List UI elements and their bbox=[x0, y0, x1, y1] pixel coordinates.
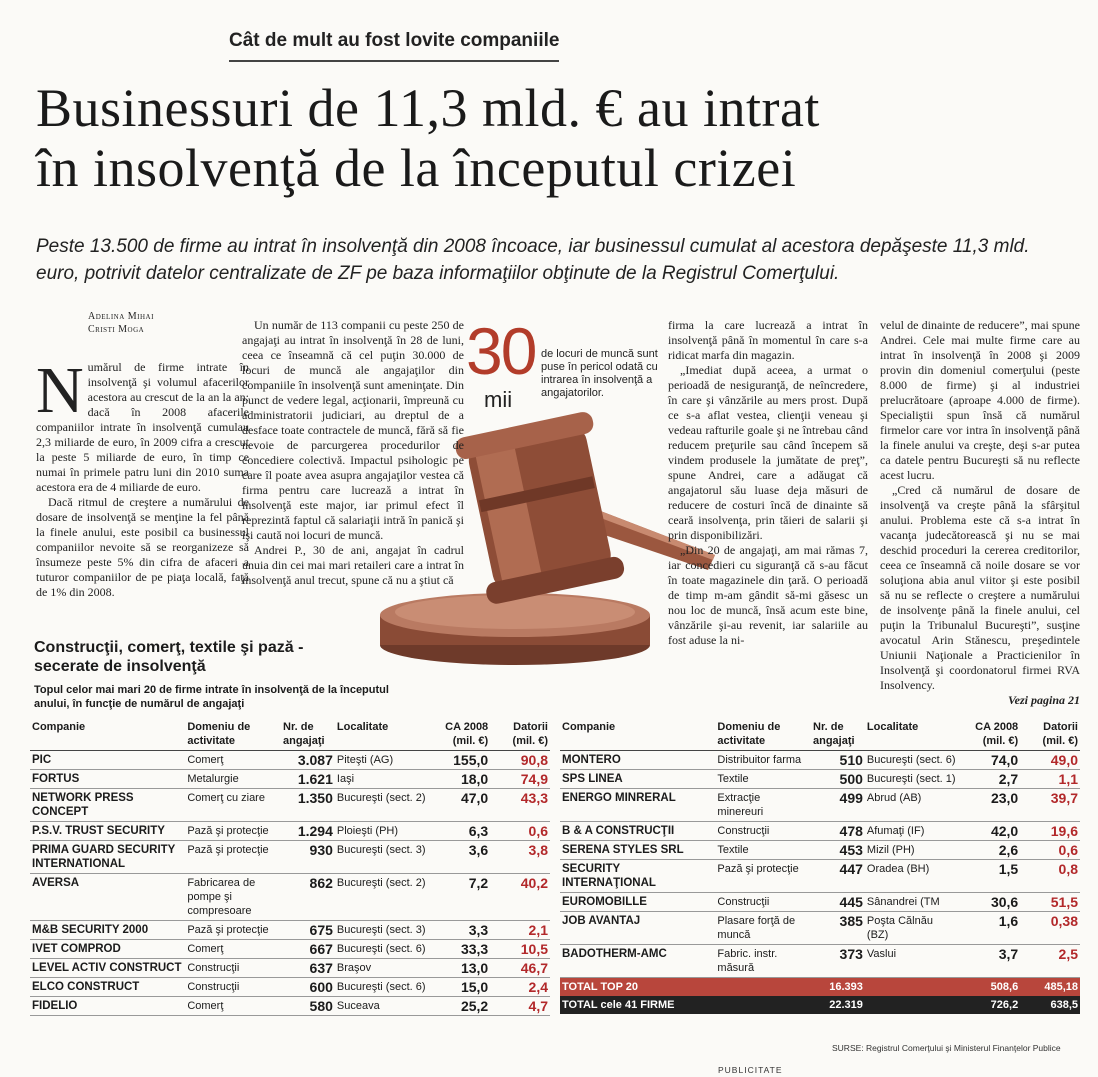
cell-domain: Pază şi protecţie bbox=[185, 921, 281, 940]
cell-locality: Poşta Călnău (BZ) bbox=[865, 912, 959, 945]
cell-company: M&B SECURITY 2000 bbox=[30, 921, 185, 940]
col2-paragraph-2: Andrei P., 30 de ani, angajat în cadrul unuia din cei mai mari retaileri care a intrat în insolvenţă anul trecut, spune că nu a ştiut că bbox=[242, 543, 464, 587]
cell-domain: Construcţii bbox=[715, 822, 811, 841]
cell-debts: 3,8 bbox=[490, 841, 550, 874]
total-all-turnover: 726,2 bbox=[959, 996, 1021, 1014]
cell-debts: 0,8 bbox=[1020, 860, 1080, 893]
col5-paragraph-1: velul de dinainte de reducere”, mai spune Andrei. Cele mai multe firme care au intrat în insolvenţă în 2008 şi 2009 provin din domeniul comerţului (peste 8.000 de firme) şi al industriei prelucrătoare (aproape 4.000 de firme). Specialiştii spun însă că numărul firmelor care vor intra în insolvenţă până la finele anului va creşte, deşi s-ar putea ca datele pentru Bucureşti să nu reflecte acest lucru. bbox=[880, 318, 1080, 482]
article-column-1 bbox=[36, 354, 249, 600]
cell-locality: Abrud (AB) bbox=[865, 789, 959, 822]
total-top20-row bbox=[560, 978, 1080, 997]
cell-employees: 862 bbox=[281, 874, 335, 921]
cell-company: JOB AVANTAJ bbox=[560, 912, 715, 945]
cell-company: AVERSA bbox=[30, 874, 185, 921]
header-domain: Domeniu de activitate bbox=[715, 718, 811, 751]
table-row bbox=[30, 874, 550, 921]
cell-turnover: 1,6 bbox=[959, 912, 1021, 945]
total-all-debts: 638,5 bbox=[1020, 996, 1080, 1014]
cell-locality: Vaslui bbox=[865, 945, 959, 978]
cell-domain: Extracţie minereuri bbox=[715, 789, 811, 822]
cell-debts: 10,5 bbox=[490, 940, 550, 959]
cell-turnover: 33,3 bbox=[428, 940, 490, 959]
callout-caption: de locuri de muncă sunt puse în pericol odată cu intrarea în insolvenţă a angajatorilor. bbox=[541, 348, 658, 399]
article-column-4 bbox=[880, 318, 1080, 708]
cell-debts: 39,7 bbox=[1020, 789, 1080, 822]
cell-debts: 74,9 bbox=[490, 770, 550, 789]
cell-employees: 499 bbox=[811, 789, 865, 822]
cell-turnover: 3,6 bbox=[428, 841, 490, 874]
cell-employees: 445 bbox=[811, 893, 865, 912]
cell-turnover: 47,0 bbox=[428, 789, 490, 822]
cell-locality: Ploieşti (PH) bbox=[335, 822, 429, 841]
header-employees: Nr. de angajaţi bbox=[281, 718, 335, 751]
cell-domain: Comerţ bbox=[185, 997, 281, 1016]
cell-locality: Sânandrei (TM bbox=[865, 893, 959, 912]
cell-locality: Suceava bbox=[335, 997, 429, 1016]
cell-locality: Piteşti (AG) bbox=[335, 751, 429, 770]
col5-paragraph-2: „Cred că numărul de dosare de insolvenţă va creşte până la sfârşitul anului. Problema este că s-a intrat în vacanţa judecătorească şi nu se mai deschid proceduri la cererea creditorilor, ceea ce înseamnă că noile dosare se vor soluţiona abia anul viitor şi este posibil să nu se reflecte o creştere a numărului de insolvenţe până la finele anului, cel puţin la Tribunalul Bucureşti”, susţine avocatul Arin Stănescu, preşedintele Uniunii Naţionale a Practicienilor în Insolvenţă şi coordonatorul firmei RVA Insolvency. bbox=[880, 483, 1080, 692]
headline-line-1: Businessuri de 11,3 mld. € au intrat bbox=[36, 78, 820, 138]
cell-turnover: 30,6 bbox=[959, 893, 1021, 912]
cell-domain: Distribuitor farma bbox=[715, 751, 811, 770]
header-locality: Localitate bbox=[335, 718, 429, 751]
cell-locality: Afumaţi (IF) bbox=[865, 822, 959, 841]
cell-turnover: 155,0 bbox=[428, 751, 490, 770]
cell-employees: 1.621 bbox=[281, 770, 335, 789]
cell-turnover: 13,0 bbox=[428, 959, 490, 978]
table-row bbox=[560, 770, 1080, 789]
cell-company: MONTERO bbox=[560, 751, 715, 770]
cell-employees: 580 bbox=[281, 997, 335, 1016]
col1-paragraph-1: umărul de firme intrate în insolvenţă şi volumul afacerilor acestora au crescut de la an la an: dacă în 2008 afacerile companiilor intrate în insolvenţă cumulau 2,3 miliarde de euro, în 2009 cifra a crescut la peste 5 miliarde de euro, în timp ce numai în primele patru luni din 2010 suma acestora era de 4 miliarde de euro. bbox=[36, 360, 249, 494]
cell-locality: Bucureşti (sect. 3) bbox=[335, 841, 429, 874]
col2-paragraph-1: Un număr de 113 companii cu peste 250 de angajaţi au intrat în insolvenţă în 28 de luni, ceea ce înseamnă că cel puţin 30.000 de locuri de muncă ale angajaţilor din companiile în insolvenţă sunt ameninţate. Din punct de vedere legal, acţionarii, împreună cu administratorii judiciari, au dreptul de a desface toate contractele de muncă, fără să fie nevoie de parcurgerea procedurilor de concediere colectivă. Impactul psihologic pe care îl poate avea asupra angajaţilor vestea că firma pentru care lucrează a intrat în insolvenţă este major, iar primul efect îl reprezintă faptul că salariaţii intră în panică şi îşi caută noi locuri de muncă. bbox=[242, 318, 464, 542]
cell-turnover: 3,7 bbox=[959, 945, 1021, 978]
cell-company: NETWORK PRESS CONCEPT bbox=[30, 789, 185, 822]
total-all-row bbox=[560, 996, 1080, 1014]
table-left bbox=[30, 718, 550, 1016]
table-row bbox=[560, 893, 1080, 912]
cell-turnover: 2,6 bbox=[959, 841, 1021, 860]
cell-locality: Bucureşti (sect. 1) bbox=[865, 770, 959, 789]
cell-domain: Construcţii bbox=[715, 893, 811, 912]
cell-turnover: 42,0 bbox=[959, 822, 1021, 841]
total-top20-debts: 485,18 bbox=[1020, 978, 1080, 997]
cell-employees: 500 bbox=[811, 770, 865, 789]
cell-company: PRIMA GUARD SECURITY INTERNATIONAL bbox=[30, 841, 185, 874]
cell-debts: 2,4 bbox=[490, 978, 550, 997]
cell-company: BADOTHERM-AMC bbox=[560, 945, 715, 978]
col4-paragraph-2: „Imediat după aceea, a urmat o perioadă de nesiguranţă, de neîncredere, în care şi vânzările au mers prost. După ce s-a aflat vestea, clienţii veneau şi vedeau rafturile goale şi ne întrebau când reducem preţurile sau când începem să vindem produsele la jumătate de preţ”, spune Andrei, care a adăugat că angajatorul său luase deja măsuri de reducere de costuri încă de dinainte să ceară insolvenţa, prin tăieri de salarii şi prin disponibilizări. bbox=[668, 363, 868, 542]
total-top20-turnover: 508,6 bbox=[959, 978, 1021, 997]
header-turnover: CA 2008 (mil. €) bbox=[959, 718, 1021, 751]
byline bbox=[88, 310, 154, 336]
table-header-row bbox=[560, 718, 1080, 751]
cell-turnover: 15,0 bbox=[428, 978, 490, 997]
cell-locality: Iaşi bbox=[335, 770, 429, 789]
col4-paragraph-3: „Din 20 de angajaţi, am mai rămas 7, iar concedieri cu siguranţă că s-au făcut în toate magazinele din ţară. O perioadă de timp m-am gândit să-mi găsesc un nou loc de muncă, însă acum este bine, vânzările şi-au revenit, iar salariile au fost aduse la ni- bbox=[668, 543, 868, 647]
table-row bbox=[560, 912, 1080, 945]
table-row bbox=[30, 959, 550, 978]
kicker-underline bbox=[229, 60, 559, 62]
table-subtitle: Topul celor mai mari 20 de firme intrate în insolvenţă de la începutul anului, în funcţie de numărul de angajaţi bbox=[34, 684, 389, 710]
cell-debts: 19,6 bbox=[1020, 822, 1080, 841]
cell-employees: 447 bbox=[811, 860, 865, 893]
cell-debts: 0,6 bbox=[490, 822, 550, 841]
cell-debts: 51,5 bbox=[1020, 893, 1080, 912]
table-row bbox=[30, 822, 550, 841]
cell-employees: 1.350 bbox=[281, 789, 335, 822]
headline-line-2: în insolvenţă de la începutul crizei bbox=[36, 138, 797, 198]
header-turnover: CA 2008 (mil. €) bbox=[428, 718, 490, 751]
table-row bbox=[30, 751, 550, 770]
cell-locality: Bucureşti (sect. 2) bbox=[335, 874, 429, 921]
table-row bbox=[30, 940, 550, 959]
cell-locality: Bucureşti (sect. 6) bbox=[335, 978, 429, 997]
cell-debts: 2,5 bbox=[1020, 945, 1080, 978]
table-row bbox=[560, 822, 1080, 841]
header-domain: Domeniu de activitate bbox=[185, 718, 281, 751]
cell-debts: 46,7 bbox=[490, 959, 550, 978]
cell-domain: Textile bbox=[715, 770, 811, 789]
callout-number: 30 bbox=[466, 314, 536, 388]
header-company: Companie bbox=[560, 718, 715, 751]
cell-employees: 3.087 bbox=[281, 751, 335, 770]
continued-link[interactable]: Vezi pagina 21 bbox=[1007, 693, 1080, 707]
cell-employees: 453 bbox=[811, 841, 865, 860]
header-debts: Datorii (mil. €) bbox=[1020, 718, 1080, 751]
cell-employees: 385 bbox=[811, 912, 865, 945]
cell-domain: Pază şi protecţie bbox=[715, 860, 811, 893]
cell-turnover: 18,0 bbox=[428, 770, 490, 789]
table-title: Construcţii, comerţ, textile şi pază - secerate de insolvenţă bbox=[34, 639, 304, 675]
cell-domain: Textile bbox=[715, 841, 811, 860]
table-row bbox=[560, 841, 1080, 860]
cell-company: FIDELIO bbox=[30, 997, 185, 1016]
table-row bbox=[560, 945, 1080, 978]
total-all-employees: 22.319 bbox=[811, 996, 865, 1014]
cell-domain: Construcţii bbox=[185, 959, 281, 978]
table-row bbox=[30, 770, 550, 789]
cell-employees: 675 bbox=[281, 921, 335, 940]
article-column-2 bbox=[242, 318, 464, 588]
cell-employees: 373 bbox=[811, 945, 865, 978]
cell-company: IVET COMPROD bbox=[30, 940, 185, 959]
headline bbox=[36, 78, 1086, 198]
cell-locality: Bucureşti (sect. 6) bbox=[335, 940, 429, 959]
table-row bbox=[30, 789, 550, 822]
cell-debts: 49,0 bbox=[1020, 751, 1080, 770]
table-row bbox=[30, 997, 550, 1016]
cell-debts: 40,2 bbox=[490, 874, 550, 921]
cell-employees: 930 bbox=[281, 841, 335, 874]
cell-company: ELCO CONSTRUCT bbox=[30, 978, 185, 997]
cell-domain: Comerţ bbox=[185, 751, 281, 770]
kicker: Cât de mult au fost lovite companiile bbox=[229, 30, 560, 51]
cell-company: EUROMOBILLE bbox=[560, 893, 715, 912]
dropcap: N bbox=[36, 354, 84, 427]
cell-locality: Bucureşti (sect. 2) bbox=[335, 789, 429, 822]
cell-debts: 1,1 bbox=[1020, 770, 1080, 789]
table-right-body bbox=[560, 751, 1080, 978]
table-header-row bbox=[30, 718, 550, 751]
cell-domain: Fabricarea de pompe şi compresoare bbox=[185, 874, 281, 921]
cell-employees: 510 bbox=[811, 751, 865, 770]
cell-debts: 2,1 bbox=[490, 921, 550, 940]
cell-domain: Comerţ cu ziare bbox=[185, 789, 281, 822]
cell-company: LEVEL ACTIV CONSTRUCT bbox=[30, 959, 185, 978]
callout-unit: mii bbox=[484, 387, 513, 412]
cell-debts: 43,3 bbox=[490, 789, 550, 822]
cell-turnover: 3,3 bbox=[428, 921, 490, 940]
footer-label: PUBLICITATE bbox=[718, 1065, 783, 1075]
cell-locality: Bucureşti (sect. 6) bbox=[865, 751, 959, 770]
cell-debts: 90,8 bbox=[490, 751, 550, 770]
cell-company: SERENA STYLES SRL bbox=[560, 841, 715, 860]
cell-turnover: 2,7 bbox=[959, 770, 1021, 789]
cell-employees: 1.294 bbox=[281, 822, 335, 841]
cell-locality: Mizil (PH) bbox=[865, 841, 959, 860]
cell-turnover: 25,2 bbox=[428, 997, 490, 1016]
cell-debts: 4,7 bbox=[490, 997, 550, 1016]
author-2: Cristi Moga bbox=[88, 324, 145, 335]
cell-company: B & A CONSTRUCŢII bbox=[560, 822, 715, 841]
cell-turnover: 7,2 bbox=[428, 874, 490, 921]
cell-turnover: 74,0 bbox=[959, 751, 1021, 770]
source-note: SURSE: Registrul Comerţului şi Ministerul Finanţelor Publice bbox=[832, 1043, 1061, 1053]
cell-domain: Comerţ bbox=[185, 940, 281, 959]
cell-employees: 600 bbox=[281, 978, 335, 997]
cell-turnover: 6,3 bbox=[428, 822, 490, 841]
cell-domain: Fabric. instr. măsură bbox=[715, 945, 811, 978]
cell-employees: 667 bbox=[281, 940, 335, 959]
cell-locality: Braşov bbox=[335, 959, 429, 978]
cell-company: SECURITY INTERNAŢIONAL bbox=[560, 860, 715, 893]
article-column-3 bbox=[668, 318, 868, 648]
cell-company: P.S.V. TRUST SECURITY bbox=[30, 822, 185, 841]
table-row bbox=[560, 789, 1080, 822]
total-all-label: TOTAL cele 41 FIRME bbox=[560, 996, 811, 1014]
table-left-body bbox=[30, 751, 550, 1016]
total-top20-employees: 16.393 bbox=[811, 978, 865, 997]
lead-paragraph: Peste 13.500 de firme au intrat în insolvenţă din 2008 încoace, iar businessul cumulat al acestora depăşeste 11,3 mld. euro, potrivit datelor centralizate de ZF pe baza informaţiilor obţinute de la Registrul Comerţului. bbox=[36, 236, 1030, 284]
cell-locality: Bucureşti (sect. 3) bbox=[335, 921, 429, 940]
author-1: Adelina Mihai bbox=[88, 311, 154, 322]
cell-debts: 0,38 bbox=[1020, 912, 1080, 945]
cell-employees: 637 bbox=[281, 959, 335, 978]
cell-turnover: 23,0 bbox=[959, 789, 1021, 822]
header-employees: Nr. de angajaţi bbox=[811, 718, 865, 751]
table-row bbox=[30, 978, 550, 997]
col1-paragraph-2: Dacă ritmul de creştere a numărului de dosare de insolvenţă se menţine la fel până la finele anului, este posibil ca businessul companiilor nevoite să se reorganizeze să însumeze peste 5% din cifra de afaceri a tuturor companiilor de pe piaţa locală, faţă de 1% din 2008. bbox=[36, 495, 249, 599]
cell-domain: Construcţii bbox=[185, 978, 281, 997]
header-company: Companie bbox=[30, 718, 185, 751]
table-row bbox=[560, 860, 1080, 893]
cell-debts: 0,6 bbox=[1020, 841, 1080, 860]
cell-domain: Pază şi protecţie bbox=[185, 841, 281, 874]
total-top20-label: TOTAL TOP 20 bbox=[560, 978, 811, 997]
cell-employees: 478 bbox=[811, 822, 865, 841]
cell-domain: Pază şi protecţie bbox=[185, 822, 281, 841]
table-row bbox=[30, 921, 550, 940]
header-locality: Localitate bbox=[865, 718, 959, 751]
cell-locality: Oradea (BH) bbox=[865, 860, 959, 893]
table-row bbox=[30, 841, 550, 874]
header-debts: Datorii (mil. €) bbox=[490, 718, 550, 751]
col4-paragraph-1: firma la care lucrează a intrat în insolvenţă până în momentul în care s-a ridicat marfa din magazin. bbox=[668, 318, 868, 362]
cell-company: FORTUS bbox=[30, 770, 185, 789]
table-right bbox=[560, 718, 1080, 1014]
cell-turnover: 1,5 bbox=[959, 860, 1021, 893]
cell-company: SPS LINEA bbox=[560, 770, 715, 789]
cell-company: PIC bbox=[30, 751, 185, 770]
table-row bbox=[560, 751, 1080, 770]
cell-domain: Metalurgie bbox=[185, 770, 281, 789]
cell-company: ENERGO MINRERAL bbox=[560, 789, 715, 822]
cell-domain: Plasare forţă de muncă bbox=[715, 912, 811, 945]
